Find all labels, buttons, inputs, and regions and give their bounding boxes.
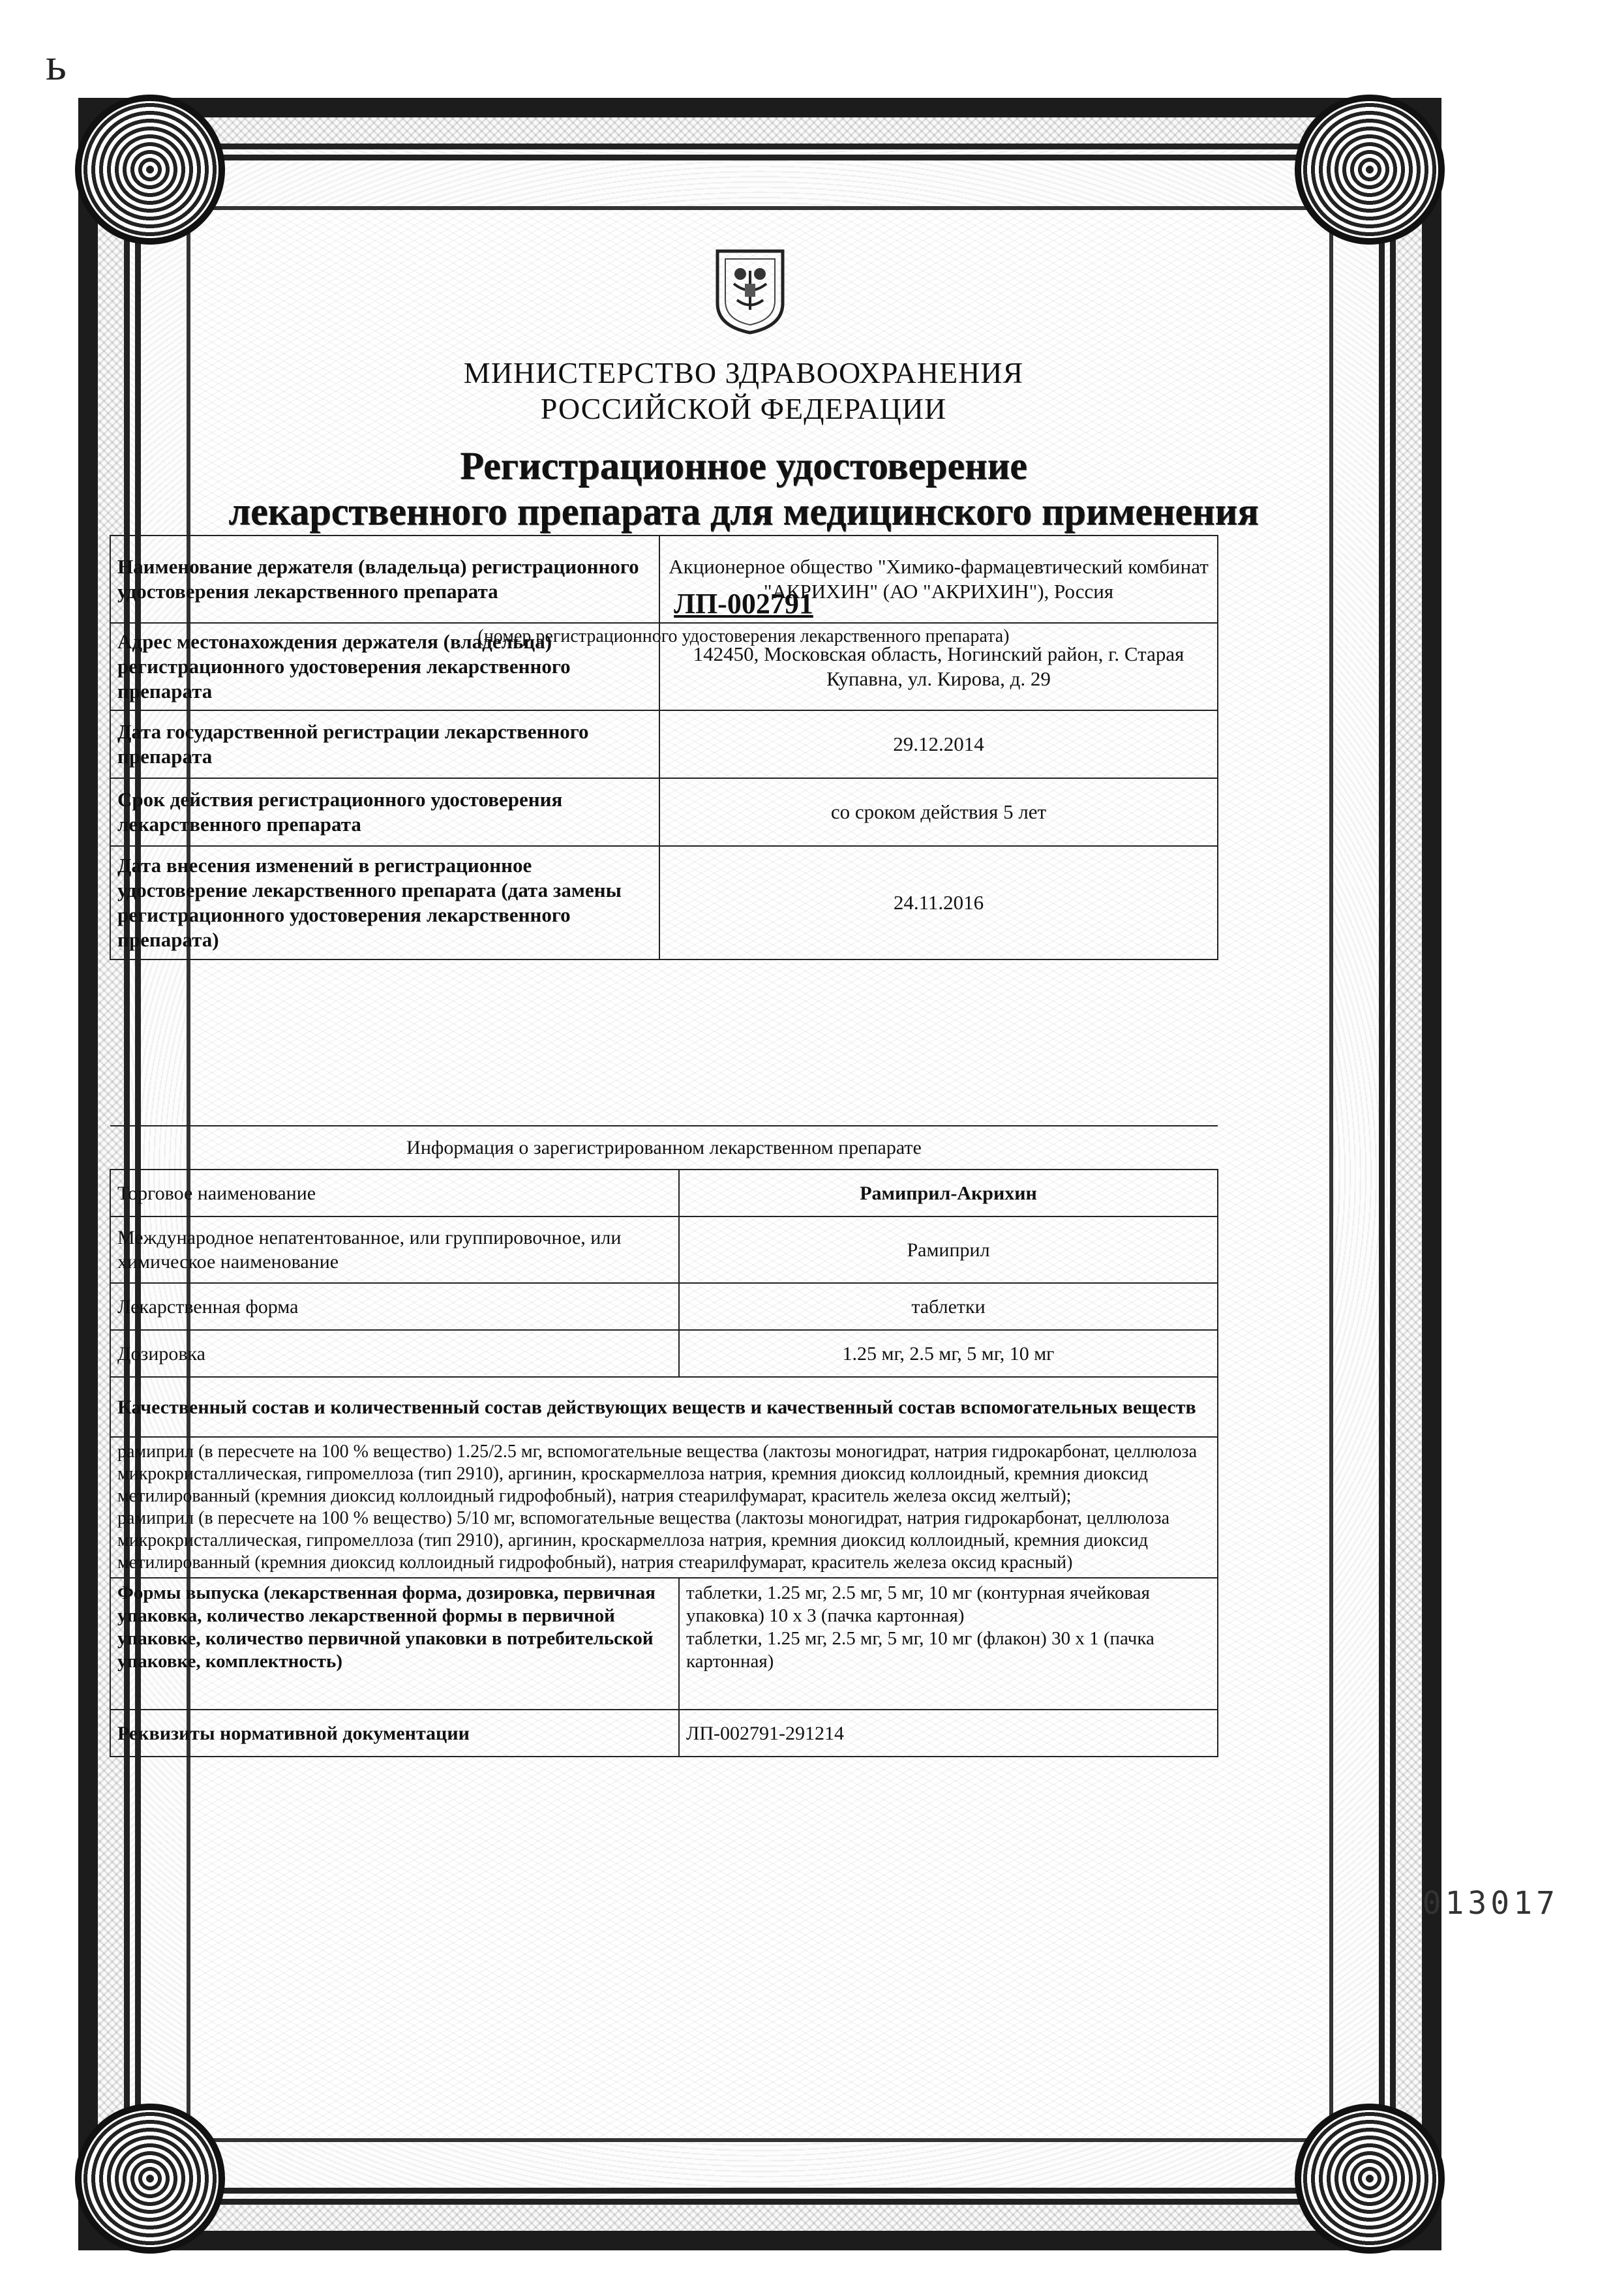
- ministry-name-line1: МИНИСТЕРСТВО ЗДРАВООХРАНЕНИЯ: [463, 356, 1024, 389]
- holder-name-label: Наименование держателя (владельца) регистрационного удостоверения лекарственного препарата: [110, 536, 659, 623]
- table-row: [110, 1578, 1218, 1710]
- release-form-2: таблетки, 1.25 мг, 2.5 мг, 5 мг, 10 мг (флакон) 30 х 1 (пачка картонная): [686, 1628, 1154, 1672]
- drug-info-header: Информация о зарегистрированном лекарственном препарате: [110, 1126, 1218, 1170]
- registration-date-label: Дата государственной регистрации лекарственного препарата: [110, 710, 659, 778]
- drug-info-table: [110, 1125, 1218, 1757]
- composition-header: Качественный состав и количественный состав действующих веществ и качественный состав вспомогательных веществ: [110, 1377, 1218, 1437]
- composition-text: [110, 1437, 1218, 1578]
- handwritten-mark: ь: [46, 40, 67, 90]
- table-row: [110, 623, 1218, 710]
- normative-doc-value: ЛП-002791-291214: [679, 1710, 1218, 1757]
- dosage-form-label: Лекарственная форма: [110, 1283, 679, 1330]
- inn-value: Рамиприл: [679, 1216, 1218, 1283]
- dosage-value: 1.25 мг, 2.5 мг, 5 мг, 10 мг: [679, 1330, 1218, 1377]
- ministry-name-line2: РОССИЙСКОЙ ФЕДЕРАЦИИ: [540, 392, 947, 425]
- release-forms-label: Формы выпуска (лекарственная форма, дозировка, первичная упаковка, количество лекарственной формы в первичной упаковке, количество первичной упаковки в потребительской упаковке, комплектность): [110, 1578, 679, 1710]
- document-title-line2: лекарственного препарата для медицинского применения: [228, 490, 1259, 533]
- table-row: [110, 1283, 1218, 1330]
- table-row: [110, 1216, 1218, 1283]
- holder-info-table: [110, 535, 1218, 960]
- release-forms-value: [679, 1578, 1218, 1710]
- table-row: [110, 1377, 1218, 1437]
- composition-paragraph-2: рамиприл (в пересчете на 100 % вещество) 5/10 мг, вспомогательные вещества (лактозы моногидрат, натрия гидрокарбонат, целлюлоза микрокристаллическая, гипромеллоза (тип 2910), аргинин, кроскармеллоза натрия, кремния диоксид коллоидный, кремния диоксид метилированный (кремния диоксид коллоидный гидрофобный), натрия стеарилфумарат, краситель железа оксид красный): [117, 1508, 1170, 1573]
- amendment-date-value: 24.11.2016: [659, 846, 1218, 959]
- table-row: [110, 1170, 1218, 1216]
- table-row: [110, 1437, 1218, 1578]
- table-row: [110, 1126, 1218, 1170]
- table-row: [110, 536, 1218, 623]
- holder-name-value: Акционерное общество "Химико-фармацевтический комбинат "АКРИХИН" (АО "АКРИХИН"), Россия: [659, 536, 1218, 623]
- dosage-form-value: таблетки: [679, 1283, 1218, 1330]
- table-row: [110, 1330, 1218, 1377]
- holder-address-value: 142450, Московская область, Ногинский район, г. Старая Купавна, ул. Кирова, д. 29: [659, 623, 1218, 710]
- registration-date-value: 29.12.2014: [659, 710, 1218, 778]
- form-serial-number: 013017: [1422, 1885, 1559, 1922]
- trade-name-value: Рамиприл-Акрихин: [679, 1170, 1218, 1216]
- coat-of-arms-icon: [711, 245, 789, 336]
- amendment-date-label: Дата внесения изменений в регистрационное удостоверение лекарственного препарата (дата замены регистрационного удостоверения лекарственного препарата): [110, 846, 659, 959]
- trade-name-label: Торговое наименование: [110, 1170, 679, 1216]
- normative-doc-label: Реквизиты нормативной документации: [110, 1710, 679, 1757]
- table-row: [110, 1710, 1218, 1757]
- registration-number: ЛП-002791: [674, 588, 813, 620]
- holder-address-label: Адрес местонахождения держателя (владельца) регистрационного удостоверения лекарственного препарата: [110, 623, 659, 710]
- table-row: [110, 846, 1218, 959]
- table-row: [110, 710, 1218, 778]
- composition-paragraph-1: рамиприл (в пересчете на 100 % вещество) 1.25/2.5 мг, вспомогательные вещества (лактозы моногидрат, натрия гидрокарбонат, целлюлоза микрокристаллическая, гипромеллоза (тип 2910), аргинин, кроскармеллоза натрия, кремния диоксид коллоидный, кремния диоксид метилированный (кремния диоксид коллоидный гидрофобный), натрия стеарилфумарат, краситель железа оксид желтый);: [117, 1442, 1198, 1506]
- inn-label: Международное непатентованное, или группировочное, или химическое наименование: [110, 1216, 679, 1283]
- table-row: [110, 778, 1218, 846]
- dosage-label: Дозировка: [110, 1330, 679, 1377]
- release-form-1: таблетки, 1.25 мг, 2.5 мг, 5 мг, 10 мг (контурная ячейковая упаковка) 10 х 3 (пачка картонная): [686, 1582, 1150, 1626]
- validity-value: со сроком действия 5 лет: [659, 778, 1218, 846]
- document-title-line1: Регистрационное удостоверение: [460, 444, 1027, 487]
- registration-number-caption: (номер регистрационного удостоверения лекарственного препарата): [477, 626, 1010, 646]
- validity-label: Срок действия регистрационного удостоверения лекарственного препарата: [110, 778, 659, 846]
